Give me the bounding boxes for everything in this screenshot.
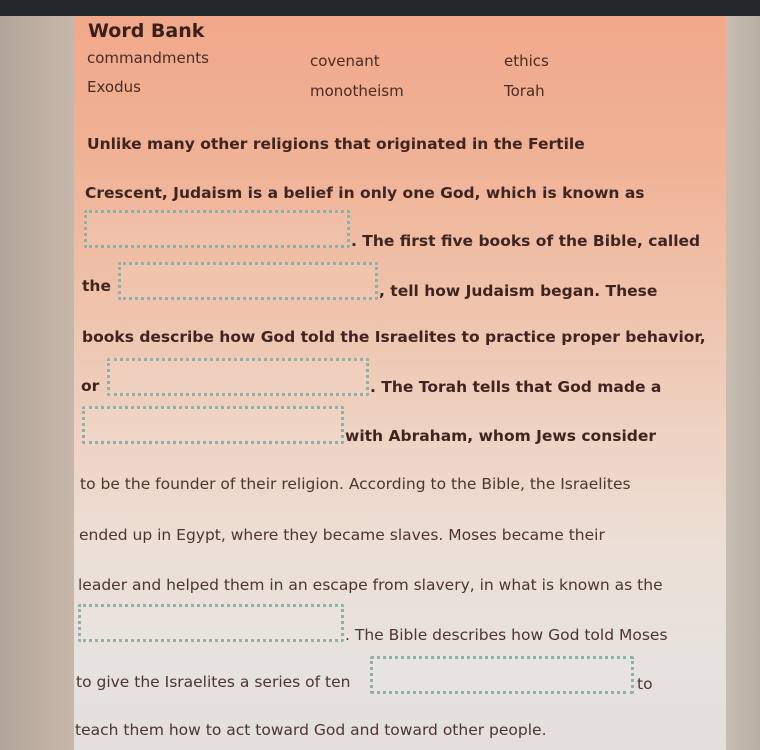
answer-blank-3[interactable] xyxy=(107,358,369,396)
passage-line: to xyxy=(637,675,653,693)
worksheet xyxy=(74,16,726,750)
passage-line: Crescent, Judaism is a belief in only one God, which is known as xyxy=(85,184,645,202)
answer-blank-1[interactable] xyxy=(84,210,350,248)
passage-line: teach them how to act toward God and toward other people. xyxy=(75,721,547,739)
passage-line: the xyxy=(82,277,111,295)
word-bank-term: covenant xyxy=(310,52,380,70)
word-bank-term: Torah xyxy=(504,82,545,100)
passage-line: with Abraham, whom Jews consider xyxy=(345,427,657,445)
left-margin xyxy=(0,16,74,750)
passage-line: leader and helped them in an escape from slavery, in what is known as the xyxy=(78,576,663,594)
passage-line: to give the Israelites a series of ten xyxy=(76,673,351,691)
passage-line: , tell how Judaism began. These xyxy=(379,282,658,300)
word-bank-term: Exodus xyxy=(87,78,141,96)
passage-line: books describe how God told the Israelites to practice proper behavior, xyxy=(82,328,706,346)
passage-line: ended up in Egypt, where they became slaves. Moses became their xyxy=(79,526,605,544)
word-bank-title: Word Bank xyxy=(88,20,205,42)
answer-blank-5[interactable] xyxy=(78,604,344,642)
answer-blank-2[interactable] xyxy=(118,262,378,300)
word-bank-term: ethics xyxy=(504,52,549,70)
answer-blank-6[interactable] xyxy=(370,656,634,694)
passage-line: Unlike many other religions that originated in the Fertile xyxy=(87,135,585,153)
passage-line: . The Torah tells that God made a xyxy=(370,378,662,396)
word-bank-term: monotheism xyxy=(310,82,404,100)
right-margin xyxy=(726,16,760,750)
passage-line: or xyxy=(81,377,100,395)
passage-line: . The first five books of the Bible, called xyxy=(351,232,701,250)
answer-blank-4[interactable] xyxy=(82,406,344,444)
word-bank-term: commandments xyxy=(87,49,209,67)
passage-line: . The Bible describes how God told Moses xyxy=(345,626,668,644)
passage-line: to be the founder of their religion. According to the Bible, the Israelites xyxy=(80,475,631,493)
top-bar xyxy=(0,0,760,16)
